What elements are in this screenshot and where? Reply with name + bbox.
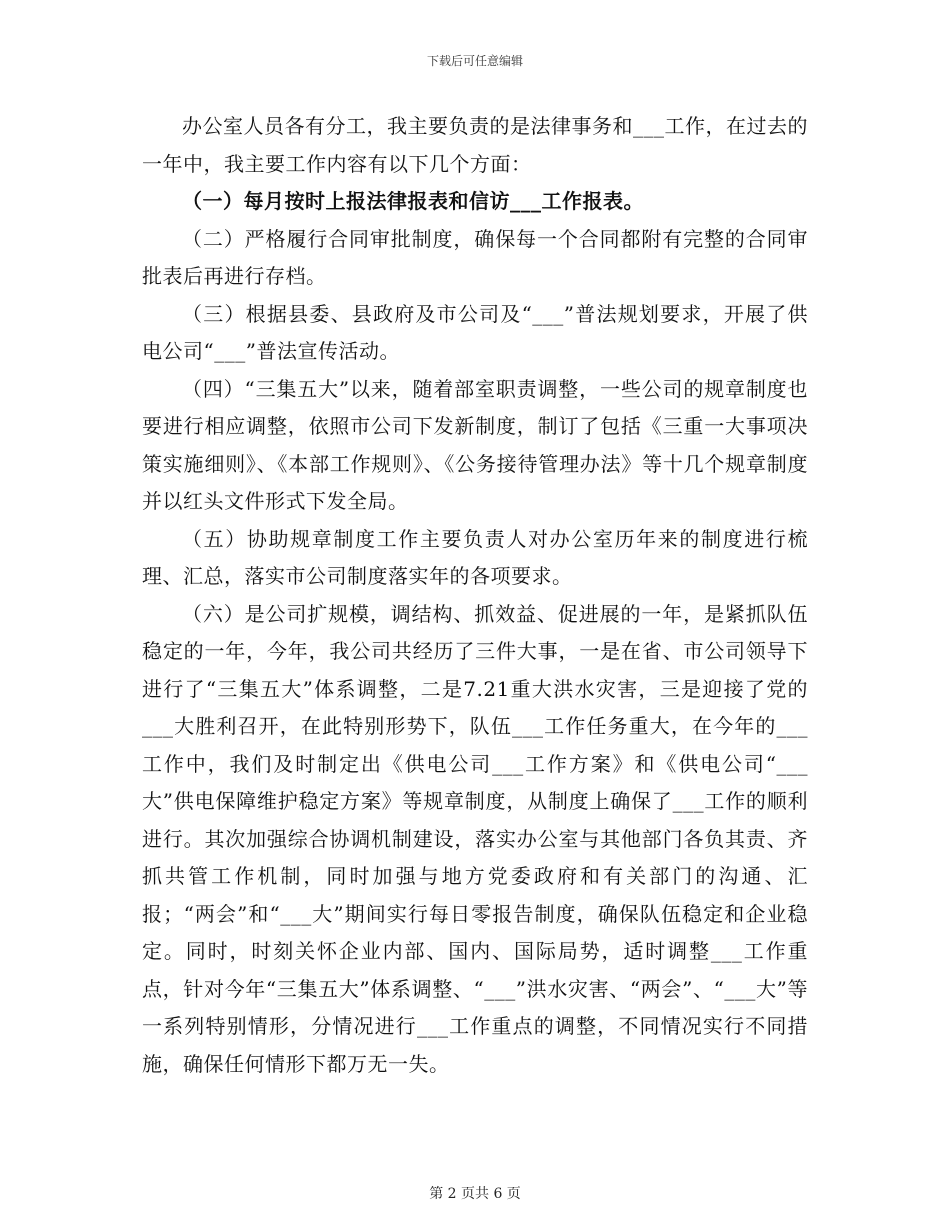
paragraph-item-6: （六）是公司扩规模，调结构、抓效益、促进展的一年，是紧抓队伍稳定的一年，今年，我公司共经历了三件大事，一是在省、市公司领导下进行了“三集五大”体系调整，二是7.21重大洪水灾害，三是迎接了党的___大胜利召开，在此特别形势下，队伍___工作任务重大，在今年的___工作中，我们及时制定出《供电公司___工作方案》和《供电公司“___大”供电保障维护稳定方案》等规章制度，从制度上确保了___工作的顺利进行。其次加强综合协调机制建设，落实办公室与其他部门各负其责、齐抓共管工作机制，同时加强与地方党委政府和有关部门的沟通、汇报；“两会”和“___大”期间实行每日零报告制度，确保队伍稳定和企业稳定。同时，时刻关怀企业内部、国内、国际局势，适时调整___工作重点，针对今年“三集五大”体系调整、“___”洪水灾害、“两会”、“___大”等一系列特别情形，分情况进行___工作重点的调整，不同情况实行不同措施，确保任何情形下都万无一失。 [142, 601, 808, 1076]
paragraph-item-1: （一）每月按时上报法律报表和信访___工作报表。 [182, 189, 644, 213]
page-number-footer: 第 2 页共 6 页 [429, 1186, 521, 1202]
page-header: 下载后可任意编辑 [426, 54, 523, 68]
document-body [142, 108, 808, 1083]
paragraph-item-4: （四）“三集五大”以来，随着部室职责调整，一些公司的规章制度也要进行相应调整，依照市公司下发新制度，制订了包括《三重一大事项决策实施细则》、《本部工作规则》、《公务接待管理办法》等十几个规章制度并以红头文件形式下发全局。 [142, 376, 808, 513]
paragraph-item-5: （五）协助规章制度工作主要负责人对办公室历年来的制度进行梳理、汇总，落实市公司制度落实年的各项要求。 [142, 526, 808, 588]
paragraph-item-2: （二）严格履行合同审批制度，确保每一个合同都附有完整的合同审批表后再进行存档。 [142, 226, 808, 288]
paragraph-item-3: （三）根据县委、县政府及市公司及“___”普法规划要求，开展了供电公司“___”普法宣传活动。 [142, 301, 808, 363]
paragraph-intro: 办公室人员各有分工，我主要负责的是法律事务和___工作，在过去的一年中，我主要工作内容有以下几个方面： [142, 114, 808, 176]
